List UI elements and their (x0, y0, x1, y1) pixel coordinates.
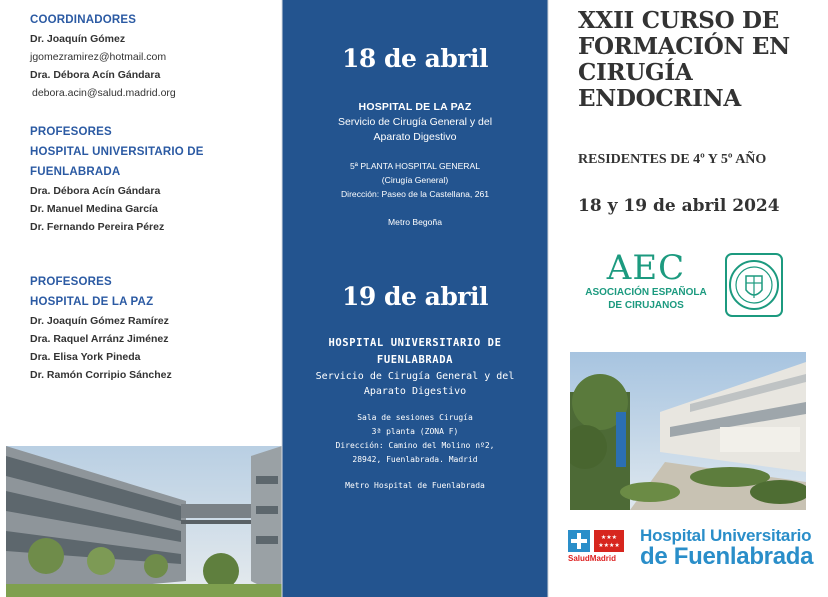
professor-name: Dr. Fernando Pereira Pérez (30, 221, 165, 233)
day1-metro: Metro Begoña (388, 217, 442, 227)
coordinator-name: Dr. Joaquín Gómez (30, 33, 126, 45)
professor-name: Dra. Raquel Arránz Jiménez (30, 333, 169, 345)
course-title (578, 8, 818, 112)
coordinators-heading: COORDINADORES (30, 14, 137, 26)
professor-name: Dra. Elisa York Pineda (30, 351, 141, 363)
aec-logo-text: AEC (606, 248, 686, 288)
day1-place: (Cirugía General) (381, 175, 449, 185)
day2-address: 28942, Fuenlabrada. Madrid (352, 455, 478, 464)
day2-service: Servicio de Cirugía General y del (315, 371, 515, 382)
day2-service: Aparato Digestivo (363, 386, 467, 397)
professors-fuenlabrada-section (30, 122, 204, 236)
aec-seal-icon (724, 252, 784, 318)
professors-heading: PROFESORES (30, 126, 112, 138)
day2-metro: Metro Hospital de Fuenlabrada (345, 481, 485, 490)
aec-logo (578, 250, 714, 312)
aec-name: ASOCIACIÓN ESPAÑOLA (585, 287, 707, 298)
professor-name: Dr. Ramón Corripio Sánchez (30, 369, 172, 381)
coordinator-email[interactable]: jgomezramirez@hotmail.com (30, 51, 167, 63)
day1-block (282, 44, 548, 229)
coordinator-email[interactable]: debora.acin@salud.madrid.org (32, 87, 176, 99)
hospital-heading: FUENLABRADA (30, 166, 121, 178)
course-audience: RESIDENTES DE 4º Y 5º AÑO (578, 152, 767, 167)
hospital-fuenlabrada-photo (570, 352, 806, 510)
svg-text:★★★: ★★★ (600, 534, 618, 541)
course-title-line: FORMACIÓN EN (578, 33, 790, 60)
hospital-heading: HOSPITAL UNIVERSITARIO DE (30, 146, 204, 158)
aec-name: DE CIRUJANOS (608, 300, 684, 311)
day2-hospital: HOSPITAL UNIVERSITARIO DE (328, 337, 502, 349)
coordinators-section (30, 10, 176, 102)
day2-hospital: FUENLABRADA (376, 354, 454, 366)
course-title-line: CIRUGÍA (578, 59, 693, 86)
day1-address: Dirección: Paseo de la Castellana, 261 (340, 189, 490, 199)
schedule-panel (282, 0, 548, 597)
hospital-logo-line: Hospital Universitario (640, 526, 812, 545)
day1-place: 5ª PLANTA HOSPITAL GENERAL (349, 161, 481, 171)
course-title-line: XXII CURSO DE (578, 7, 779, 34)
hospital-heading: HOSPITAL DE LA PAZ (30, 296, 154, 308)
professor-name: Dr. Manuel Medina García (30, 203, 158, 215)
day2-room: 3ª planta (ZONA F) (371, 427, 459, 436)
course-title-line: ENDOCRINA (578, 85, 741, 112)
salud-madrid-text: SaludMadrid (568, 554, 617, 563)
day1-date: 18 de abril (342, 44, 488, 73)
professor-name: Dr. Joaquín Gómez Ramírez (30, 315, 169, 327)
professors-heading: PROFESORES (30, 276, 112, 288)
professors-lapaz-section (30, 272, 172, 384)
day2-address: Dirección: Camino del Molino nº2, (335, 441, 495, 450)
day1-service: Aparato Digestivo (373, 131, 457, 143)
left-panel (0, 0, 282, 597)
professor-name: Dra. Débora Acín Gándara (30, 185, 161, 197)
course-dates: 18 y 19 de abril 2024 (578, 196, 780, 216)
day2-block (282, 282, 548, 493)
hospital-building-photo (6, 446, 282, 597)
hospital-fuenlabrada-logo (568, 526, 818, 570)
day2-room: Sala de sesiones Cirugía (357, 413, 473, 422)
svg-text:★★★★: ★★★★ (598, 542, 620, 549)
salud-madrid-icon (568, 526, 628, 556)
day2-date: 19 de abril (342, 282, 488, 311)
day1-hospital: HOSPITAL DE LA PAZ (358, 101, 472, 113)
cover-panel (548, 0, 828, 597)
coordinator-name: Dra. Débora Acín Gándara (30, 69, 161, 81)
hospital-logo-line: de Fuenlabrada (640, 543, 814, 570)
day1-service: Servicio de Cirugía General y del (337, 116, 493, 128)
